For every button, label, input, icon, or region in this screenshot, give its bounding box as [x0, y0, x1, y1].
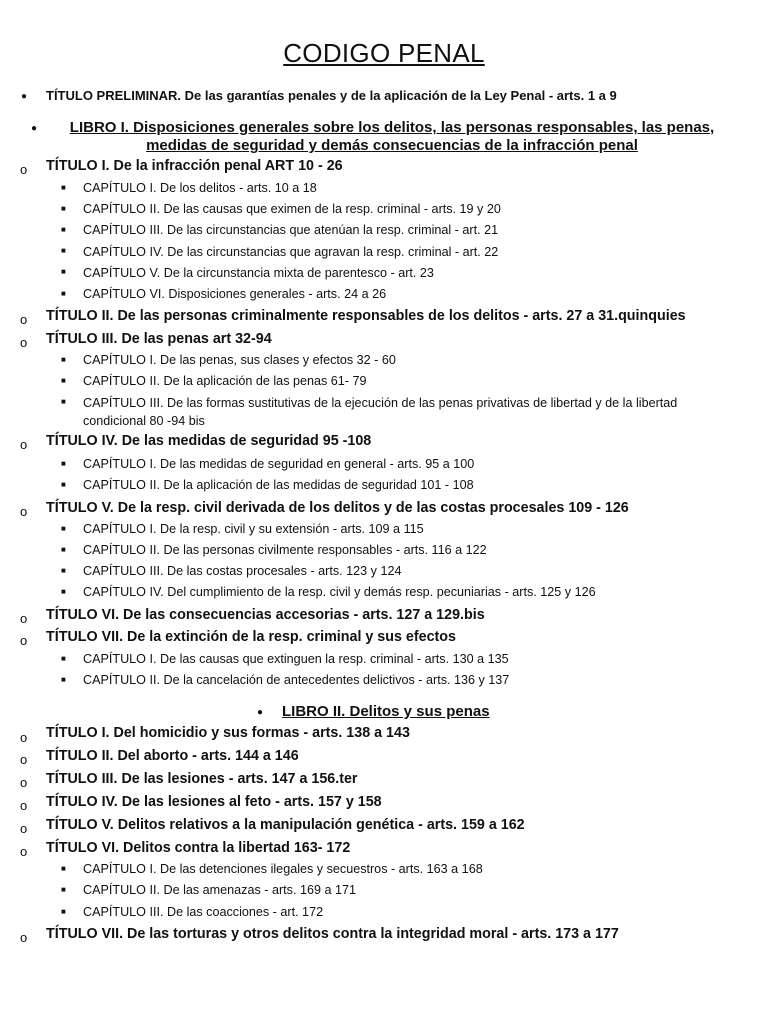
square-bullet: ■ [61, 885, 66, 894]
libro-ii-titulo: TÍTULO II. Del aborto - arts. 144 a 146 [46, 748, 299, 764]
circle-bullet: o [20, 730, 28, 745]
circle-bullet: o [20, 611, 28, 626]
circle-bullet: o [20, 821, 28, 836]
square-bullet: ■ [61, 480, 66, 489]
libro-i-titulo-iii-capitulo: CAPÍTULO III. De las formas sustitutivas de la ejecución de las penas privativas de libertad y de la libertad condicional 80 -94 bis [83, 396, 678, 428]
libro-i-titulo-vi: TÍTULO VI. De las consecuencias accesorias - arts. 127 a 129.bis [46, 607, 485, 623]
libro-ii-titulo: TÍTULO III. De las lesiones - arts. 147 a 156.ter [46, 771, 358, 787]
libro-i-titulo-v-capitulo: CAPÍTULO II. De las personas civilmente responsables - arts. 116 a 122 [83, 543, 487, 557]
libro-i-titulo-i-capitulo: CAPÍTULO I. De los delitos - arts. 10 a 18 [83, 181, 317, 195]
circle-bullet: o [20, 775, 28, 790]
square-bullet: ■ [61, 545, 66, 554]
square-bullet: ■ [61, 183, 66, 192]
square-bullet: ■ [61, 225, 66, 234]
libro-i-titulo-v: TÍTULO V. De la resp. civil derivada de los delitos y de las costas procesales 109 - 126 [46, 500, 629, 516]
square-bullet: ■ [61, 587, 66, 596]
circle-bullet: o [20, 798, 28, 813]
square-bullet: ■ [61, 864, 66, 873]
square-bullet: ■ [61, 267, 66, 276]
circle-bullet: o [20, 437, 28, 452]
square-bullet: ■ [61, 524, 66, 533]
libro-i-titulo-i-capitulo: CAPÍTULO V. De la circunstancia mixta de parentesco - art. 23 [83, 266, 434, 280]
circle-bullet: o [20, 312, 28, 327]
circle-bullet: o [20, 162, 28, 177]
square-bullet: ■ [61, 376, 66, 385]
libro-ii-titulo: TÍTULO I. Del homicidio y sus formas - arts. 138 a 143 [46, 725, 410, 741]
circle-bullet: o [20, 930, 28, 945]
square-bullet: ■ [61, 355, 66, 364]
square-bullet: ■ [61, 397, 66, 406]
libro-ii-titulo: TÍTULO VI. Delitos contra la libertad 163- 172 [46, 840, 351, 856]
libro-i-titulo-i-capitulo: CAPÍTULO VI. Disposiciones generales - arts. 24 a 26 [83, 287, 387, 301]
libro-i-titulo-iv-capitulo: CAPÍTULO I. De las medidas de seguridad en general - arts. 95 a 100 [83, 457, 475, 471]
libro-i-titulo-i-capitulo: CAPÍTULO III. De las circunstancias que atenúan la resp. criminal - art. 21 [83, 223, 499, 237]
libro-i-titulo-iv-capitulo: CAPÍTULO II. De la aplicación de las medidas de seguridad 101 - 108 [83, 478, 474, 492]
square-bullet: ■ [61, 204, 66, 213]
disc-bullet: ● [31, 123, 38, 134]
libro-i-titulo-i: TÍTULO I. De la infracción penal ART 10 - 26 [46, 158, 343, 174]
square-bullet: ■ [61, 654, 66, 663]
libro-i-titulo-v-capitulo: CAPÍTULO III. De las costas procesales - arts. 123 y 124 [83, 564, 402, 578]
circle-bullet: o [20, 504, 28, 519]
libro-i-titulo-vii-capitulo: CAPÍTULO I. De las causas que extinguen la resp. criminal - arts. 130 a 135 [83, 652, 509, 666]
libro-i-titulo-i-capitulo: CAPÍTULO II. De las causas que eximen de la resp. criminal - arts. 19 y 20 [83, 202, 501, 216]
libro-i-titulo-v-capitulo: CAPÍTULO IV. Del cumplimiento de la resp. civil y demás resp. pecuniarias - arts. 125 y 126 [83, 585, 596, 599]
libro-i-titulo-iv: TÍTULO IV. De las medidas de seguridad 95 -108 [46, 433, 372, 449]
square-bullet: ■ [61, 289, 66, 298]
disc-bullet: ● [257, 707, 264, 718]
square-bullet: ■ [61, 566, 66, 575]
libro-i-heading-line1: LIBRO I. Disposiciones generales sobre los delitos, las personas responsables, las penas, [69, 119, 715, 136]
libro-i-titulo-vii: TÍTULO VII. De la extinción de la resp. criminal y sus efectos [46, 629, 456, 645]
libro-i-titulo-iii: TÍTULO III. De las penas art 32-94 [46, 331, 272, 347]
square-bullet: ■ [61, 246, 66, 255]
titulo-preliminar: TÍTULO PRELIMINAR. De las garantías penales y de la aplicación de la Ley Penal - arts. 1 a 9 [46, 88, 617, 103]
libro-ii-titulo-vi-capitulo: CAPÍTULO II. De las amenazas - arts. 169 a 171 [83, 883, 356, 897]
square-bullet: ■ [61, 675, 66, 684]
libro-ii-titulo: TÍTULO V. Delitos relativos a la manipulación genética - arts. 159 a 162 [46, 817, 525, 833]
circle-bullet: o [20, 752, 28, 767]
square-bullet: ■ [61, 459, 66, 468]
libro-i-heading-line2: medidas de seguridad y demás consecuencias de la infracción penal [146, 137, 638, 154]
libro-ii-heading: LIBRO II. Delitos y sus penas [282, 703, 490, 720]
libro-ii-titulo-vii: TÍTULO VII. De las torturas y otros delitos contra la integridad moral - arts. 173 a 177 [46, 926, 619, 942]
libro-ii-titulo-vi-capitulo: CAPÍTULO I. De las detenciones ilegales y secuestros - arts. 163 a 168 [83, 862, 483, 876]
libro-i-titulo-i-capitulo: CAPÍTULO IV. De las circunstancias que agravan la resp. criminal - art. 22 [83, 245, 499, 259]
libro-i-titulo-ii: TÍTULO II. De las personas criminalmente responsables de los delitos - arts. 27 a 31.quinquies [46, 308, 686, 324]
document-title: CODIGO PENAL [283, 38, 485, 68]
libro-i-titulo-v-capitulo: CAPÍTULO I. De la resp. civil y su extensión - arts. 109 a 115 [83, 522, 424, 536]
square-bullet: ■ [61, 907, 66, 916]
circle-bullet: o [20, 844, 28, 859]
libro-i-heading [50, 119, 734, 155]
libro-i-titulo-iii-capitulo: CAPÍTULO II. De la aplicación de las penas 61- 79 [83, 374, 367, 388]
circle-bullet: o [20, 633, 28, 648]
libro-i-titulo-vii-capitulo: CAPÍTULO II. De la cancelación de antecedentes delictivos - arts. 136 y 137 [83, 673, 510, 687]
libro-ii-titulo-vi-capitulo: CAPÍTULO III. De las coacciones - art. 172 [83, 905, 324, 919]
libro-i-titulo-iii-capitulo: CAPÍTULO I. De las penas, sus clases y efectos 32 - 60 [83, 353, 396, 367]
circle-bullet: o [20, 335, 28, 350]
disc-bullet: ● [21, 91, 28, 102]
libro-ii-titulo: TÍTULO IV. De las lesiones al feto - arts. 157 y 158 [46, 794, 382, 810]
